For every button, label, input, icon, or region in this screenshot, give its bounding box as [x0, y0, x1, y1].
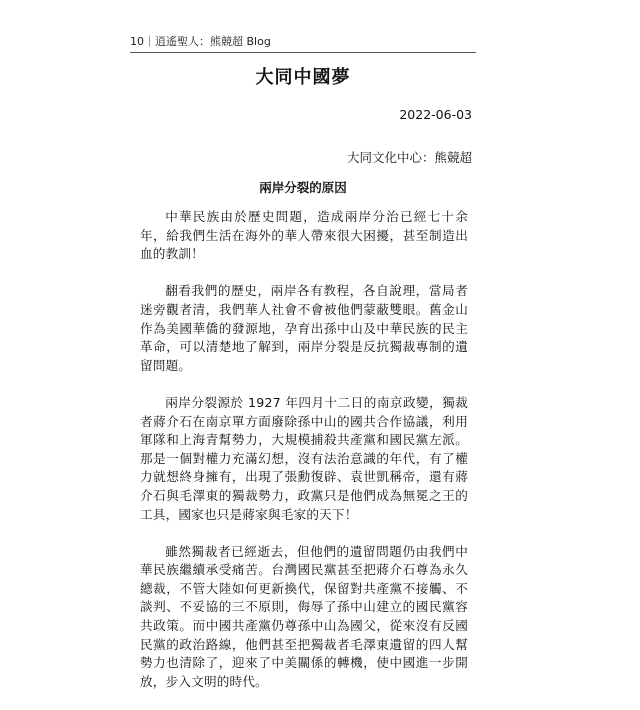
running-header: 10｜逍遙聖人：熊競超 Blog [130, 35, 271, 48]
header-rule [130, 52, 476, 53]
publish-date: 2022-06-03 [399, 107, 472, 122]
author-line: 大同文化中心：熊競超 [346, 150, 472, 165]
section-title: 兩岸分裂的原因 [259, 180, 347, 195]
paragraph: 翻看我們的歷史，兩岸各有教程，各自說理，當局者迷旁觀者清，我們華人社會不會被他們蒙蔽雙眼。舊金山作為美國華僑的發源地，孕育出孫中山及中華民族的民主革命，可以清楚地了解到，兩岸分裂是反抗獨裁專制的遺留問題。 [140, 283, 468, 373]
paragraph: 兩岸分裂源於 1927 年四月十二日的南京政變，獨裁者蔣介石在南京單方面廢除孫中山的國共合作協議，利用軍隊和上海青幫勢力，大規模捕殺共產黨和國民黨左派。那是一個對權力充滿幻想，沒有法治意識的年代，有了權力就想終身擁有，出現了張勳復辟、袁世凱稱帝，還有蔣介石與毛澤東的獨裁勢力，政黨只是他們成為無冕之王的工具，國家也只是蔣家與毛家的天下！ [140, 394, 468, 522]
paragraph: 雖然獨裁者已經逝去，但他們的遺留問題仍由我們中華民族繼續承受痛苦。台灣國民黨甚至把蔣介石尊為永久總裁，不管大陸如何更新換代，保留對共產黨不接觸、不談判、不妥協的三不原則，侮辱了孫中山建立的國民黨容共政策。而中國共產黨仍尊孫中山為國父，從來沒有反國民黨的政治路線，他們甚至把獨裁者毛澤東遺留的四人幫勢力也清除了，迎來了中美關係的轉機，使中國進一步開放，步入文明的時代。 [140, 543, 468, 689]
article-body [140, 208, 468, 710]
page-title: 大同中國夢 [255, 67, 351, 88]
paragraph: 中華民族由於歷史問題，造成兩岸分治已經七十余年，給我們生活在海外的華人帶來很大困擾，甚至制造出血的教訓！ [140, 209, 468, 262]
